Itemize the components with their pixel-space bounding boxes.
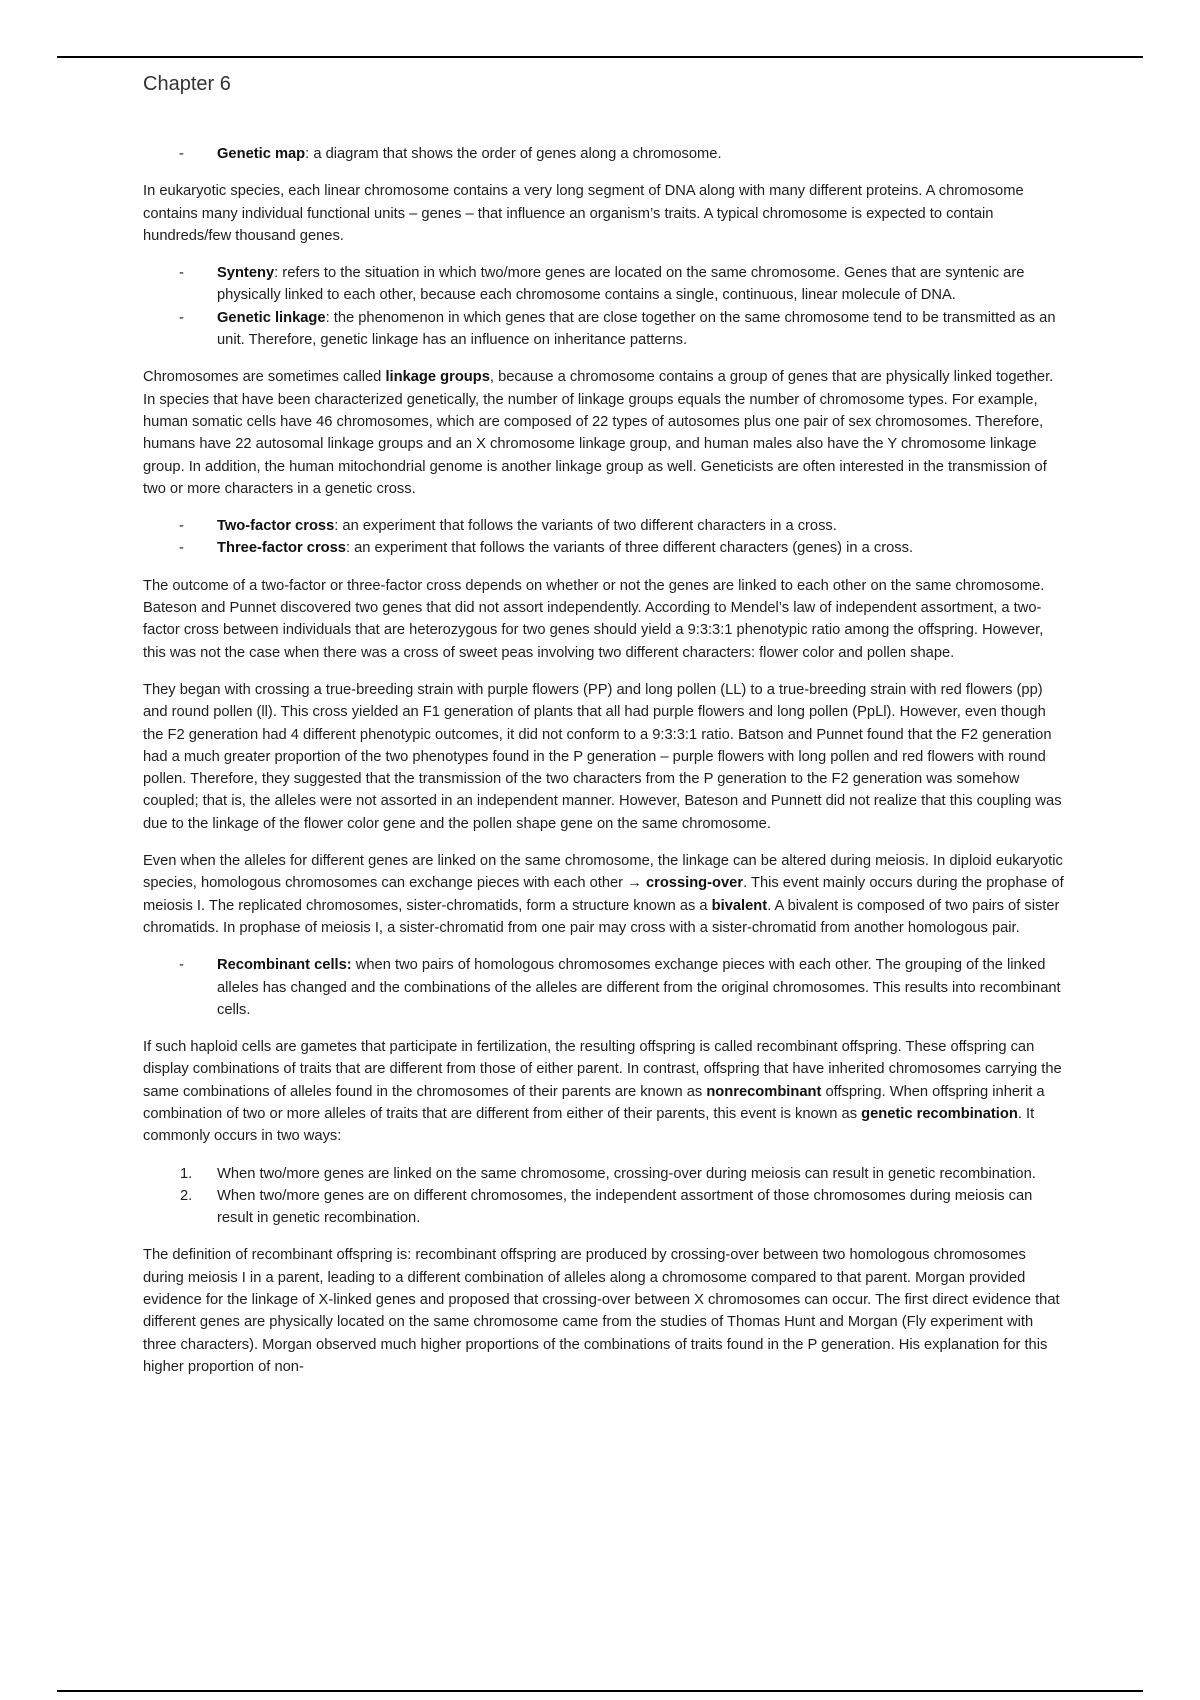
paragraph: The definition of recombinant offspring is: recombinant offspring are produced by crossing-over between two homologous chromosomes during meiosis I in a parent, leading to a different combination of alleles along a chromosome compared to that parent. Morgan provided evidence for the linkage of X-linked genes and proposed that crossing-over between X chromosomes can occur. The first direct evidence that different genes are physically located on the same chromosome came from the studies of Thomas Hunt and Morgan (Fly experiment with three characters). Morgan observed much higher proportions of the combinations of traits found in the P generation. His explanation for this higher proportion of non- — [143, 1247, 1060, 1375]
list-item — [143, 307, 1065, 352]
term: Recombinant cells: — [217, 957, 352, 974]
footer-rule — [57, 1690, 1143, 1692]
text-run: . This event mainly occurs during the prophase of meiosis I. The replicated chromosomes, sister-chromatids, form a structure known as a — [143, 875, 1064, 914]
bullet-list — [143, 143, 1065, 165]
list-number: 1. — [180, 1165, 193, 1182]
bullet-marker: - — [179, 957, 184, 974]
arrow-icon: → — [627, 875, 642, 892]
definition: : an experiment that follows the variants of two different characters in a cross. — [334, 518, 837, 535]
bullet-list — [143, 515, 1065, 560]
text-run: Chromosomes are sometimes called — [143, 369, 386, 386]
term: crossing-over — [645, 875, 744, 892]
paragraph — [143, 1036, 1065, 1147]
term: Three-factor cross — [217, 540, 346, 557]
paragraph — [143, 850, 1065, 939]
term: Two-factor cross — [217, 518, 335, 535]
list-number: 2. — [180, 1187, 193, 1204]
text-run: Even when the alleles for different genes are linked on the same chromosome, the linkage can be altered during meiosis. In diploid eukaryotic species, homologous chromosomes can exchange pieces with each other — [143, 853, 1063, 892]
paragraph: They began with crossing a true-breeding strain with purple flowers (PP) and long pollen (LL) to a true-breeding strain with red flowers (pp) and round pollen (ll). This cross yielded an F1 generation of plants that all had purple flowers and long pollen (PpLl). However, even though the F2 generation had 4 different phenotypic outcomes, it did not conform to a 9:3:3:1 ratio. Batson and Punnet found that the F2 generation had a much greater proportion of the two phenotypes found in the P generation – purple flowers with long pollen and red flowers with round pollen. Therefore, they suggested that the transmission of the two characters from the P generation to the F2 generation was somehow coupled; that is, the alleles were not assorted in an independent manner. However, Bateson and Punnett did not realize that this coupling was due to the linkage of the flower color gene and the pollen shape gene on the same chromosome. — [143, 681, 1062, 832]
term: Genetic map — [217, 146, 306, 162]
list-item-text: When two/more genes are on different chromosomes, the independent assortment of those chromosomes during meiosis can result in genetic recombination. — [217, 1187, 1033, 1227]
list-item — [143, 262, 1065, 307]
bullet-marker: - — [179, 265, 184, 282]
header-rule — [57, 56, 1143, 58]
list-item — [143, 515, 1065, 537]
list-item — [143, 954, 1065, 1021]
paragraph — [143, 366, 1065, 500]
term: genetic recombination — [861, 1105, 1018, 1122]
page-title: Chapter 6 — [143, 73, 231, 95]
bullet-list — [143, 954, 1065, 1021]
text-run: offspring. When offspring inherit a combination of two or more alleles of traits that are different from either of their parents, this event is known as — [143, 1083, 1045, 1122]
paragraph: In eukaryotic species, each linear chromosome contains a very long segment of DNA along with many different proteins. A chromosome contains many individual functional units – genes – that influence an organism’s traits. A typical chromosome is expected to contain hundreds/few thousand genes. — [143, 183, 1024, 244]
paragraph: The outcome of a two-factor or three-factor cross depends on whether or not the genes are linked to each other on the same chromosome. Bateson and Punnet discovered two genes that did not assort independently. According to Mendel’s law of independent assortment, a two-factor cross between individuals that are heterozygous for two genes should yield a 9:3:3:1 phenotypic ratio among the offspring. However, this was not the case when there was a cross of sweet peas involving two different characters: flower color and pollen shape. — [143, 577, 1045, 661]
list-item — [143, 1163, 1065, 1185]
definition: : an experiment that follows the variants of three different characters (genes) in a cross. — [345, 540, 914, 557]
term: Genetic linkage — [217, 309, 326, 326]
term: nonrecombinant — [706, 1083, 822, 1100]
term: bivalent — [711, 897, 768, 914]
document-body — [143, 143, 1065, 1393]
bullet-marker: - — [179, 309, 184, 326]
list-item-text: When two/more genes are linked on the same chromosome, crossing-over during meiosis can result in genetic recombination. — [217, 1165, 1036, 1182]
bullet-marker: - — [179, 540, 184, 557]
definition: : the phenomenon in which genes that are close together on the same chromosome tend to be transmitted as an unit. Therefore, genetic linkage has an influence on inheritance patterns. — [217, 309, 1056, 349]
list-item — [143, 537, 1065, 559]
list-item — [143, 1185, 1065, 1230]
text-run: If such haploid cells are gametes that participate in fertilization, the resulting offspring is called recombinant offspring. These offspring can display combinations of traits that are different from those of either parent. In contrast, offspring that have inherited chromosomes carrying the same combinations of alleles found in the chromosomes of their parents are known as — [143, 1039, 1062, 1100]
text-run: . It commonly occurs in two ways: — [143, 1105, 1035, 1145]
definition: : refers to the situation in which two/more genes are located on the same chromosome. Genes that are syntenic are physically linked to each other, because each chromosome contains a single, continuous, linear molecule of DNA. — [217, 265, 1025, 304]
term: Synteny — [217, 265, 275, 282]
bullet-list — [143, 262, 1065, 351]
definition: : a diagram that shows the order of genes along a chromosome. — [305, 146, 722, 162]
numbered-list — [143, 1163, 1065, 1230]
list-item — [143, 143, 1065, 165]
bullet-marker: - — [179, 146, 184, 162]
term: linkage groups — [385, 369, 490, 386]
text-run: , because a chromosome contains a group of genes that are physically linked together. In species that have been characterized genetically, the number of linkage groups equals the number of chromosome types. For example, human somatic cells have 46 chromosomes, which are composed of 22 types of autosomes plus one pair of sex chromosomes. Therefore, humans have 22 autosomal linkage groups and an X chromosome linkage group, and human males also have the Y chromosome linkage group. In addition, the human mitochondrial genome is another linkage group as well. Geneticists are often interested in the transmission of two or more characters in a genetic cross. — [143, 369, 1054, 497]
text-run: . A bivalent is composed of two pairs of sister chromatids. In prophase of meiosis I, a sister-chromatid from one pair may cross with a sister-chromatid from another homologous pair. — [143, 897, 1060, 936]
bullet-marker: - — [179, 518, 184, 535]
definition: when two pairs of homologous chromosomes exchange pieces with each other. The grouping of the linked alleles has changed and the combinations of the alleles are different from the original chromosomes. This results into recombinant cells. — [217, 957, 1061, 1018]
